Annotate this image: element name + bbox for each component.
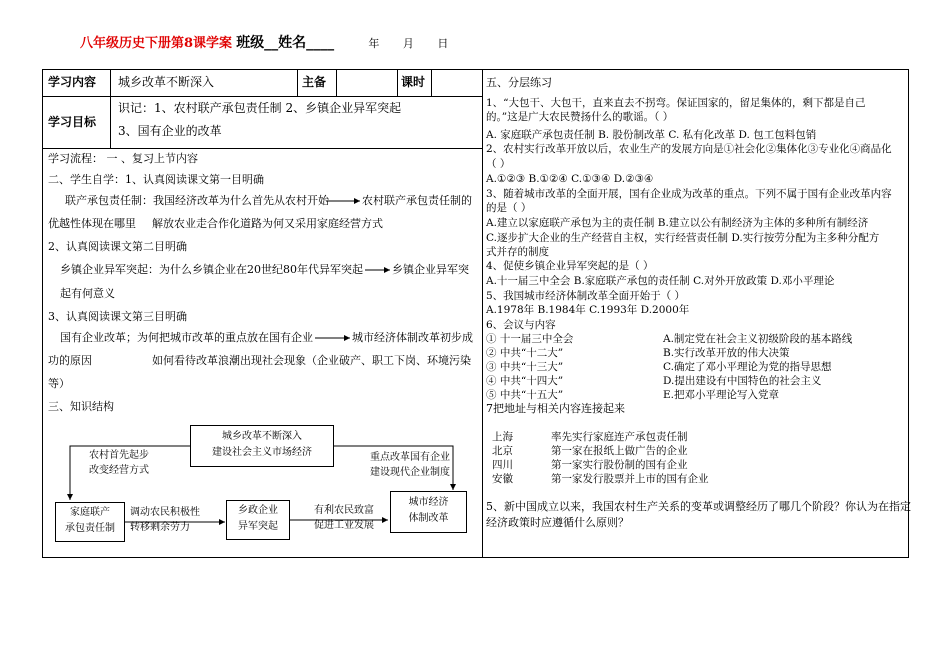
q6-meeting: ④ 中共“十四大” bbox=[486, 375, 564, 387]
q6-content: D.提出建设有中国特色的社会主义 bbox=[663, 375, 822, 387]
q7-title: 7把地址与相关内容连接起来 bbox=[486, 402, 625, 415]
class-name-field: 班级__姓名____ bbox=[236, 35, 335, 51]
box1-line-2: 承包责任制 bbox=[65, 523, 115, 534]
diagram-box-household bbox=[55, 502, 125, 542]
text-c2b: 如何看待改革浪潮出现社会现象（企业破产、职工下岗、环境污染 bbox=[152, 354, 471, 367]
text-a2b: 解放农业走合作化道路为何又采用家庭经营方式 bbox=[152, 217, 383, 230]
q7-description: 第一家实行股份制的国有企业 bbox=[551, 459, 688, 471]
diagram-left-label bbox=[89, 448, 149, 478]
q6-content: C.确定了邓小平理论为党的指导思想 bbox=[663, 361, 832, 373]
top-box-line-2: 建设社会主义市场经济 bbox=[212, 447, 312, 458]
box1-line-1: 家庭联产 bbox=[70, 507, 110, 518]
diagram-right-label bbox=[370, 450, 450, 480]
exercise-title: 五、分层练习 bbox=[486, 76, 552, 89]
left-label-line-1: 农村首先起步 bbox=[89, 450, 149, 461]
q7-place: 安徽 bbox=[492, 473, 513, 485]
q7-description: 第一家在报纸上做广告的企业 bbox=[551, 445, 688, 457]
label2-line-2: 促进工业发展 bbox=[314, 520, 374, 531]
q6-content: B.实行改革开放的伟大决策 bbox=[663, 347, 790, 359]
date-field: 年 月 日 bbox=[368, 37, 459, 50]
text-b1: 乡镇企业异军突起：为什么乡镇企业在20世纪80年代异军突起 bbox=[60, 263, 363, 276]
text-a2: 优越性体现在哪里 bbox=[48, 217, 136, 230]
flow-heading: 学习流程： 一 、复习上节内容 bbox=[48, 152, 198, 165]
exercise-line: 3、随着城市改革的全面开展，国有企业成为改革的重点。下列不属于国有企业改革内容 bbox=[486, 188, 892, 200]
label-content: 学习内容 bbox=[48, 75, 97, 89]
exercise-line: 5、我国城市经济体制改革全面开始于（ ） bbox=[486, 290, 686, 302]
exercise-line: C.逐步扩大企业的生产经营自主权，实行经营责任制 D.实行按劳分配为主多种分配方 bbox=[486, 232, 880, 244]
text-b2: 起有何意义 bbox=[60, 287, 115, 300]
q7-place: 北京 bbox=[492, 445, 513, 457]
box2-line-1: 乡政企业 bbox=[238, 505, 278, 516]
exercise-line: A. 家庭联产承包责任制 B. 股份制改革 C. 私有化改革 D. 包工包料包销 bbox=[486, 129, 817, 141]
q7-description: 第一家发行股票并上市的国有企业 bbox=[551, 473, 709, 485]
exercise-line: 4、促使乡镇企业异军突起的是（ ） bbox=[486, 260, 654, 272]
q6-meeting: ⑤ 中共“十五大” bbox=[486, 389, 564, 401]
diagram-label-2 bbox=[314, 503, 374, 533]
exercise-line: 6、会议与内容 bbox=[486, 319, 556, 331]
section-self-study: 二、学生自学：1、认真阅读课文第一目明确 bbox=[48, 173, 264, 186]
box3-line-1: 城市经济 bbox=[408, 497, 449, 508]
lesson-title: 八年级历史下册第8课学案 bbox=[80, 36, 233, 51]
left-label-line-2: 改变经营方式 bbox=[89, 465, 149, 476]
goals-line-1: 识记：1、农村联产承包责任制 2、乡镇企业异军突起 bbox=[118, 101, 402, 115]
label1-line-2: 转移剩余劳力 bbox=[130, 522, 190, 533]
exercise-line: A.1978年 B.1984年 C.1993年 D.2000年 bbox=[486, 304, 690, 316]
q7-description: 率先实行家庭连产承包责任制 bbox=[551, 431, 688, 443]
exercise-line: 2、农村实行改革开放以后，农业生产的发展方向是①社会化②集体化③专业化④商品化 bbox=[486, 143, 892, 155]
exercise-line: 1、“大包干、大包干，直来直去不拐弯。保证国家的，留足集体的，剩下都是自己 bbox=[486, 97, 866, 109]
text-c1: 国有企业改革；为何把城市改革的重点放在国有企业 bbox=[60, 331, 313, 344]
q8-line-2: 经济政策时应遵循什么原则？ bbox=[486, 516, 629, 529]
box3-line-2: 体制改革 bbox=[408, 513, 449, 524]
q6-meeting: ② 中共“十二大” bbox=[486, 347, 564, 359]
label1-line-1: 调动农民积极性 bbox=[130, 507, 200, 518]
label-goals: 学习目标 bbox=[48, 115, 97, 129]
diagram-box-township bbox=[226, 500, 290, 540]
q6-content: A.制定党在社会主义初级阶段的基本路线 bbox=[663, 333, 853, 345]
exercise-line: A.①②③ B.①②④ C.①③④ D.②③④ bbox=[486, 173, 654, 185]
section-read-3: 3、认真阅读课文第三目明确 bbox=[48, 310, 187, 323]
text-c1b: 城市经济体制改革初步成 bbox=[352, 331, 473, 344]
exercise-line: 式并存的制度 bbox=[486, 246, 549, 258]
text-a1b: 农村联产承包责任制的 bbox=[362, 194, 472, 207]
diagram-label-1 bbox=[130, 505, 200, 535]
top-box-line-1: 城乡改革不断深入 bbox=[222, 431, 302, 442]
goals-line-2: 3、国有企业的改革 bbox=[118, 124, 222, 138]
q7-place: 四川 bbox=[492, 459, 513, 471]
label-period: 课时 bbox=[401, 75, 426, 89]
right-label-line-2: 建设现代企业制度 bbox=[370, 467, 450, 478]
q6-content: E.把邓小平理论写入党章 bbox=[663, 389, 780, 401]
label-author: 主备 bbox=[302, 75, 327, 89]
q6-meeting: ① 十一届三中全会 bbox=[486, 333, 574, 345]
box2-line-2: 异军突起 bbox=[238, 521, 278, 532]
text-a1: 联产承包责任制：我国经济改革为什么首先从农村开始 bbox=[65, 194, 329, 207]
q8-line-1: 5、新中国成立以来，我国农村生产关系的变革或调整经历了哪几个阶段？你认为在指定 bbox=[486, 500, 911, 513]
text-c2: 功的原因 bbox=[48, 354, 92, 367]
right-label-line-1: 重点改革国有企业 bbox=[370, 452, 450, 463]
text-c3: 等） bbox=[48, 377, 70, 390]
exercise-line: 的是（ ） bbox=[486, 202, 532, 214]
q6-meeting: ③ 中共“十三大” bbox=[486, 361, 564, 373]
label2-line-1: 有利农民致富 bbox=[314, 505, 374, 516]
value-content: 城乡改革不断深入 bbox=[118, 75, 215, 89]
section-knowledge-structure: 三、知识结构 bbox=[48, 400, 114, 413]
text-b1b: 乡镇企业异军突 bbox=[392, 263, 469, 276]
exercise-line: A.建立以家庭联产承包为主的责任制 B.建立以公有制经济为主体的多种所有制经济 bbox=[486, 217, 869, 229]
section-read-2: 2、认真阅读课文第二目明确 bbox=[48, 240, 187, 253]
diagram-top-box bbox=[190, 425, 334, 467]
exercise-line: （ ） bbox=[486, 158, 511, 170]
exercise-line: 的。”这是广大农民赞扬什么的歌谣。（ ） bbox=[486, 111, 674, 123]
exercise-line: A.十一届三中全会 B.家庭联产承包的责任制 C.对外开放政策 D.邓小平理论 bbox=[486, 275, 835, 287]
diagram-box-urban bbox=[390, 491, 467, 533]
q7-place: 上海 bbox=[492, 431, 513, 443]
